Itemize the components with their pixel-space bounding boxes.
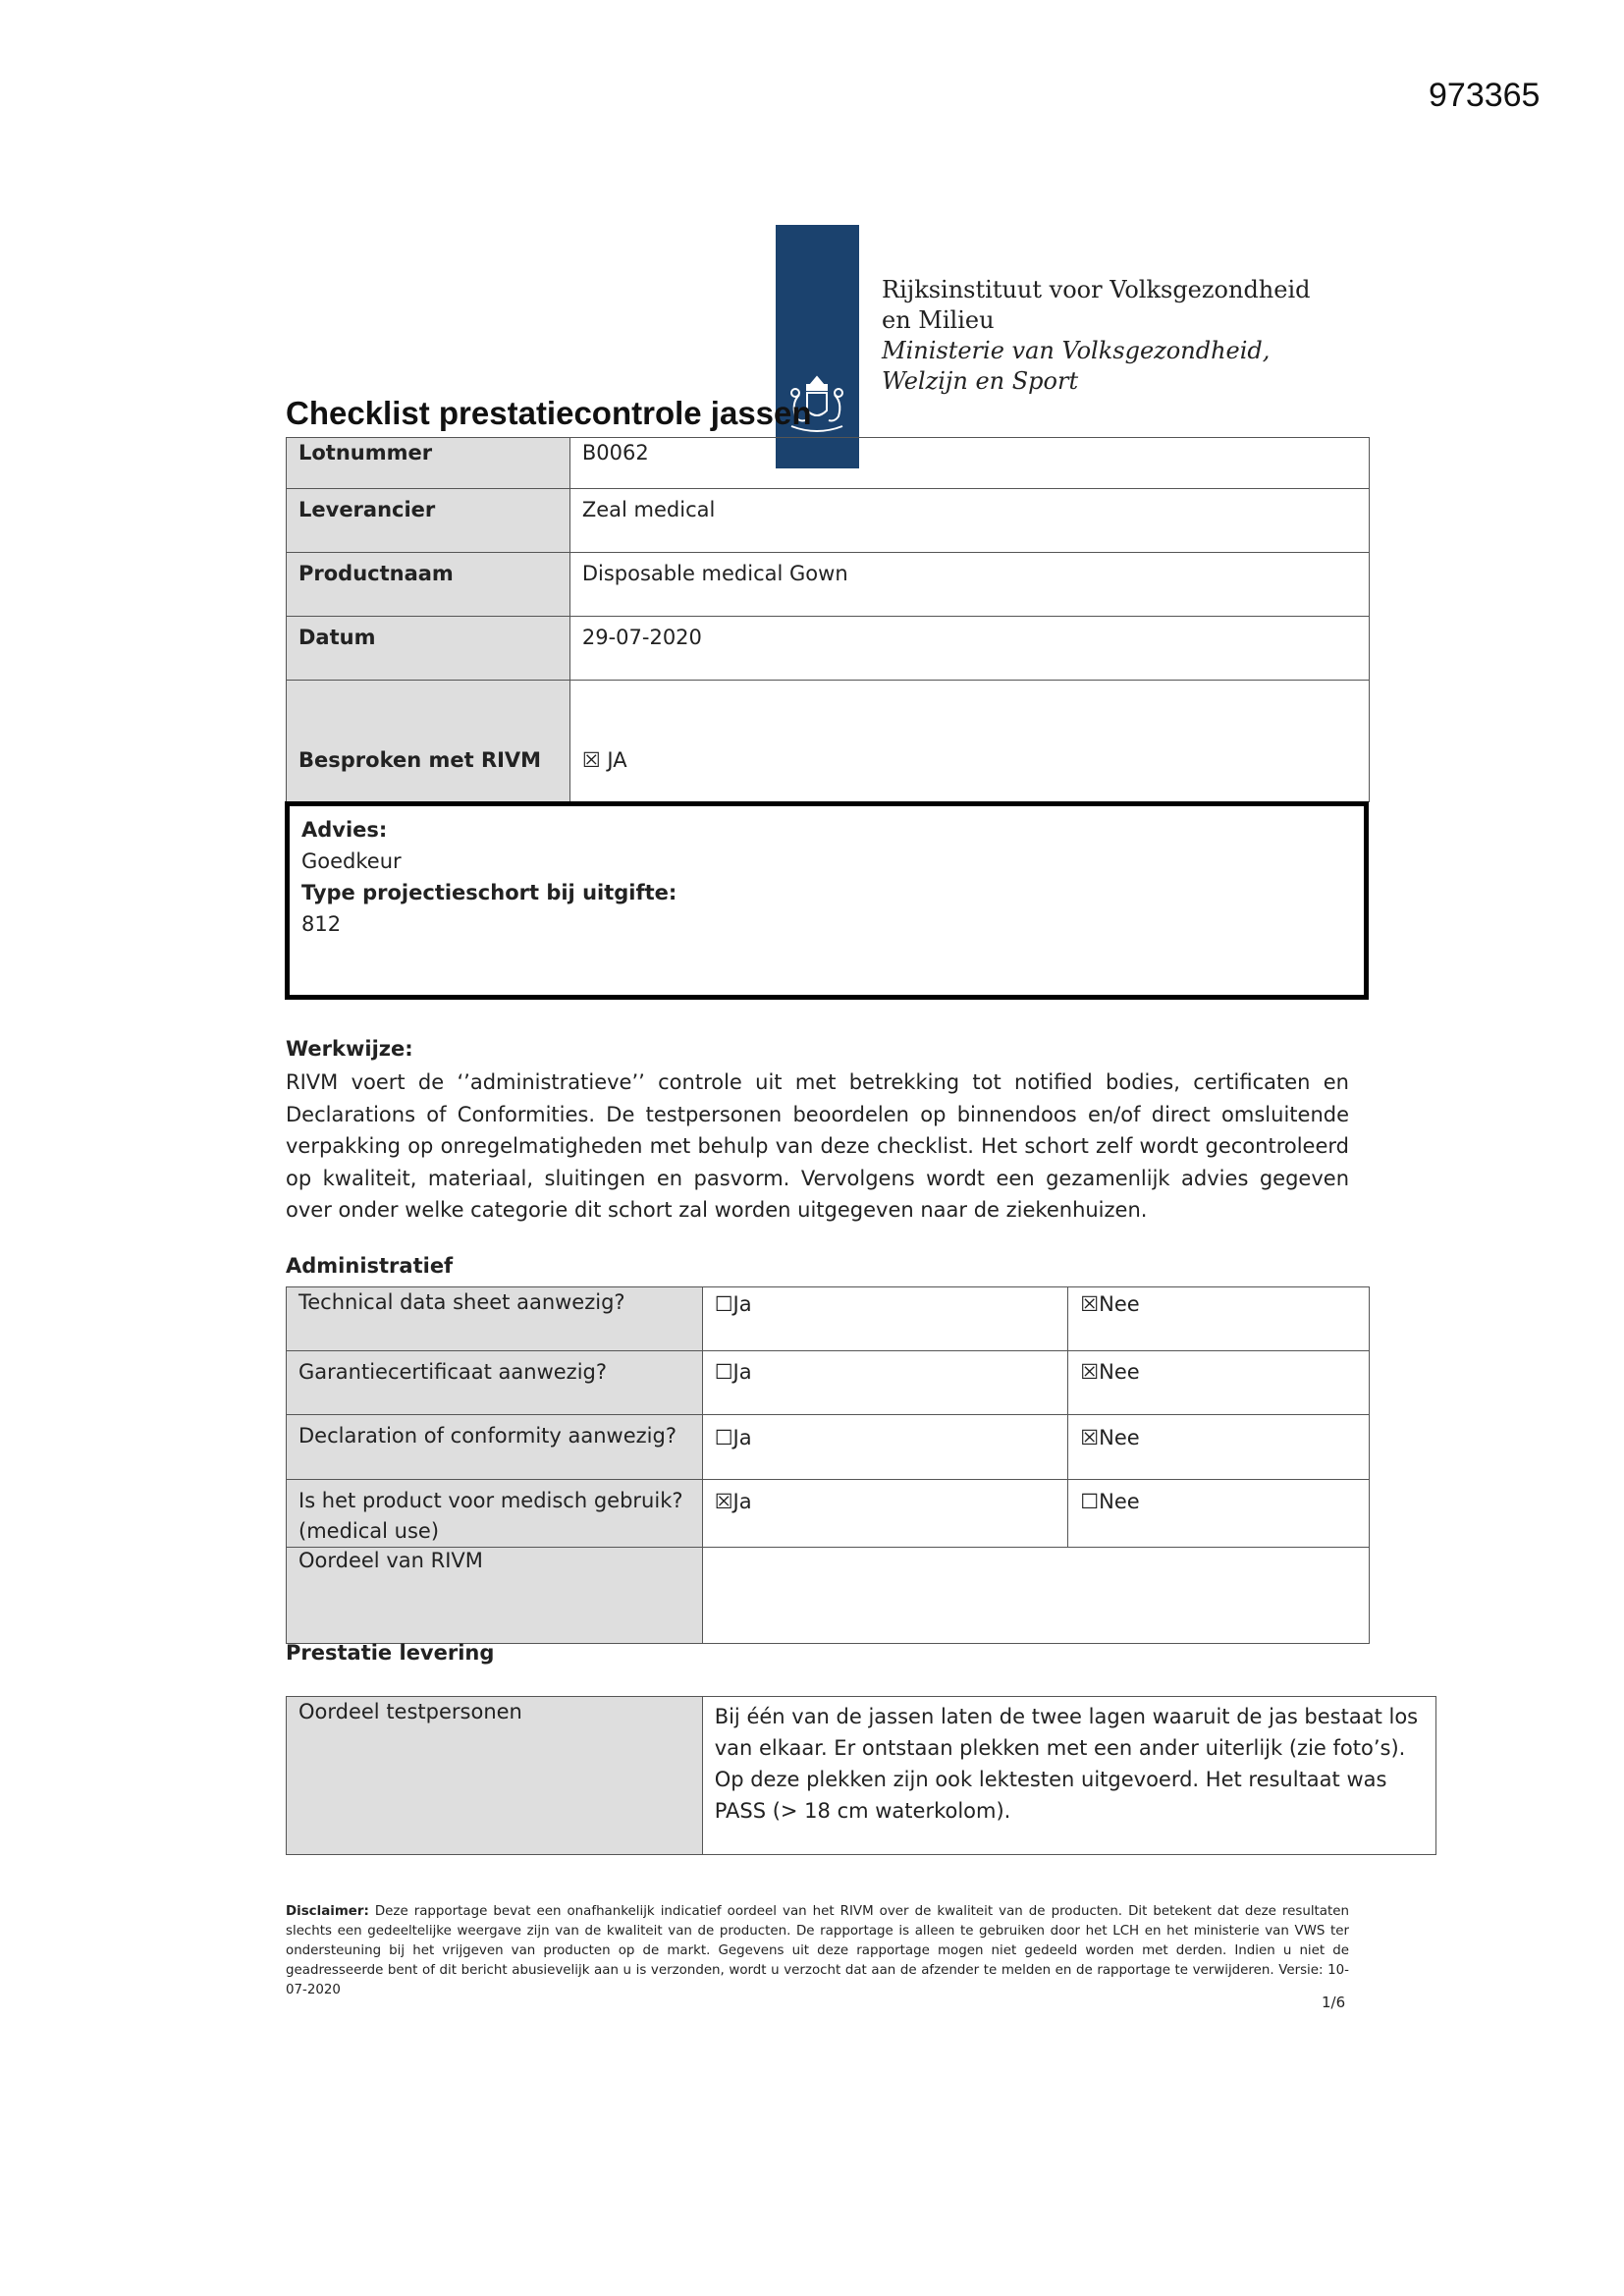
ja-checkbox[interactable]: ☒ — [714, 1490, 733, 1513]
ja-cell — [702, 1480, 1068, 1548]
nee-cell — [1068, 1287, 1370, 1351]
disclaimer-label: Disclaimer: — [286, 1904, 369, 1919]
page-number: 1/6 — [1322, 1994, 1346, 2011]
ja-label: Ja — [732, 1490, 752, 1513]
nee-checkbox[interactable]: ☒ — [1080, 1426, 1100, 1449]
werkwijze-text: RIVM voert de ‘’administratieve’’ controle uit met betrekking tot notified bodies, certificaten en Declarations of Conformities. De testpersonen beoordelen op binnendoos en/of direct omsluitende verpakking op onregelmatigheden met behulp van deze checklist. Het schort zelf wordt gecontroleerd op kwaliteit, materiaal, sluitingen en pasvorm. Vervolgens wordt een gezamenlijk advies gegeven over onder welke categorie dit schort zal worden uitgegeven naar de ziekenhuizen. — [286, 1070, 1349, 1222]
org-line-2: en Milieu — [882, 306, 995, 334]
leverancier-value: Zeal medical — [581, 498, 716, 521]
lotnummer-value: B0062 — [581, 441, 649, 465]
question-label: Technical data sheet aanwezig? — [298, 1290, 625, 1314]
document-number: 973365 — [1429, 77, 1541, 114]
oordeel-value — [703, 1548, 1369, 1557]
productnaam-value-cell — [569, 553, 1369, 617]
nee-cell — [1068, 1351, 1370, 1415]
oordeel-testpersonen-text: Bij één van de jassen laten de twee lagen waaruit de jas bestaat los van elkaar. Er ontstaan plekken met een ander uiterlijk (zie foto’s). Op deze plekken zijn ook lektesten uitgevoerd. Het resultaat was PASS (> 18 cm waterkolom). — [714, 1705, 1419, 1823]
leverancier-value-cell — [569, 489, 1369, 553]
werkwijze-heading: Werkwijze: — [286, 1037, 413, 1061]
ja-label: Ja — [732, 1426, 752, 1449]
besproken-label: Besproken met RIVM — [298, 748, 542, 772]
datum-value: 29-07-2020 — [581, 626, 702, 649]
table-row — [287, 1480, 1370, 1548]
nee-cell — [1068, 1480, 1370, 1548]
nee-cell — [1068, 1415, 1370, 1480]
datum-label: Datum — [298, 626, 376, 649]
question-cell — [287, 1287, 703, 1351]
question-cell — [287, 1480, 703, 1548]
oordeel-testpersonen-cell — [287, 1697, 703, 1855]
oordeel-testpersonen-label: Oordeel testpersonen — [298, 1700, 522, 1723]
administratief-table — [286, 1286, 1370, 1644]
table-row — [287, 1548, 1370, 1644]
prestatie-table — [286, 1696, 1436, 1855]
ja-cell — [702, 1287, 1068, 1351]
advies-heading: Advies: — [301, 818, 388, 842]
table-row — [287, 681, 1370, 802]
leverancier-label: Leverancier — [298, 498, 436, 521]
question-label: Garantiecertificaat aanwezig? — [298, 1360, 608, 1384]
besproken-label-cell — [287, 681, 570, 802]
advies-value: Goedkeur — [301, 849, 402, 873]
besproken-checkbox[interactable]: ☒ — [581, 748, 601, 772]
table-row — [287, 438, 1370, 489]
ja-cell — [702, 1415, 1068, 1480]
ja-checkbox[interactable]: ☐ — [714, 1426, 733, 1449]
question-label: Is het product voor medisch gebruik? (medical use) — [298, 1489, 683, 1543]
question-label: Declaration of conformity aanwezig? — [298, 1424, 677, 1448]
besproken-value: JA — [607, 748, 627, 772]
nee-label: Nee — [1099, 1426, 1140, 1449]
prestatie-heading: Prestatie levering — [286, 1641, 495, 1665]
type-value: 812 — [301, 912, 342, 936]
nee-label: Nee — [1099, 1360, 1140, 1384]
oordeel-testpersonen-value-cell — [702, 1697, 1435, 1855]
nee-label: Nee — [1099, 1490, 1140, 1513]
oordeel-label-cell — [287, 1548, 703, 1644]
table-row — [287, 1287, 1370, 1351]
disclaimer-text: Deze rapportage bevat een onafhankelijk indicatief oordeel van het RIVM over de kwaliteit van de producten. Dit betekent dat deze resultaten slechts een gedeeltelijke weergave zijn van de kwaliteit van de producten. De rapportage is alleen te gebruiken door het LCH en het ministerie van VWS ter ondersteuning bij het vrijgeven van producten op de markt. Gegevens uit deze rapportage mogen niet gedeeld worden met derden. Indien u niet de geadresseerde bent of dit bericht abusievelijk aan u is verzonden, wordt u verzocht dat aan de afzender te melden en de rapportage te verwijderen. Versie: 10-07-2020 — [286, 1904, 1349, 1997]
org-line-1: Rijksinstituut voor Volksgezondheid — [882, 276, 1311, 303]
productnaam-value: Disposable medical Gown — [581, 562, 848, 585]
lotnummer-label: Lotnummer — [298, 441, 433, 465]
productnaam-label-cell — [287, 553, 570, 617]
besproken-value-cell — [569, 681, 1369, 802]
advies-box — [285, 801, 1369, 1000]
type-heading: Type projectieschort bij uitgifte: — [301, 881, 677, 904]
lotnummer-value-cell — [569, 438, 1369, 489]
ministry-line-2: Welzijn en Sport — [882, 367, 1079, 395]
datum-value-cell — [569, 617, 1369, 681]
productnaam-label: Productnaam — [298, 562, 454, 585]
organization-name — [882, 275, 1311, 397]
nee-label: Nee — [1099, 1292, 1140, 1316]
nee-checkbox[interactable]: ☐ — [1080, 1490, 1100, 1513]
oordeel-value-cell[interactable] — [702, 1548, 1369, 1644]
ja-label: Ja — [732, 1292, 752, 1316]
ja-checkbox[interactable]: ☐ — [714, 1292, 733, 1316]
leverancier-label-cell — [287, 489, 570, 553]
oordeel-label: Oordeel van RIVM — [298, 1549, 483, 1572]
lotnummer-label-cell — [287, 438, 570, 489]
document-title: Checklist prestatiecontrole jassen — [286, 395, 812, 431]
ja-checkbox[interactable]: ☐ — [714, 1360, 733, 1384]
table-row — [287, 1351, 1370, 1415]
ja-cell — [702, 1351, 1068, 1415]
ja-label: Ja — [732, 1360, 752, 1384]
administratief-heading: Administratief — [286, 1254, 454, 1278]
nee-checkbox[interactable]: ☒ — [1080, 1292, 1100, 1316]
table-row — [287, 1697, 1436, 1855]
table-row — [287, 553, 1370, 617]
table-row — [287, 617, 1370, 681]
nee-checkbox[interactable]: ☒ — [1080, 1360, 1100, 1384]
disclaimer — [286, 1902, 1349, 2000]
ministry-line-1: Ministerie van Volksgezondheid, — [882, 337, 1271, 364]
table-row — [287, 1415, 1370, 1480]
info-table — [286, 437, 1370, 802]
question-cell — [287, 1351, 703, 1415]
table-row — [287, 489, 1370, 553]
datum-label-cell — [287, 617, 570, 681]
question-cell — [287, 1415, 703, 1480]
